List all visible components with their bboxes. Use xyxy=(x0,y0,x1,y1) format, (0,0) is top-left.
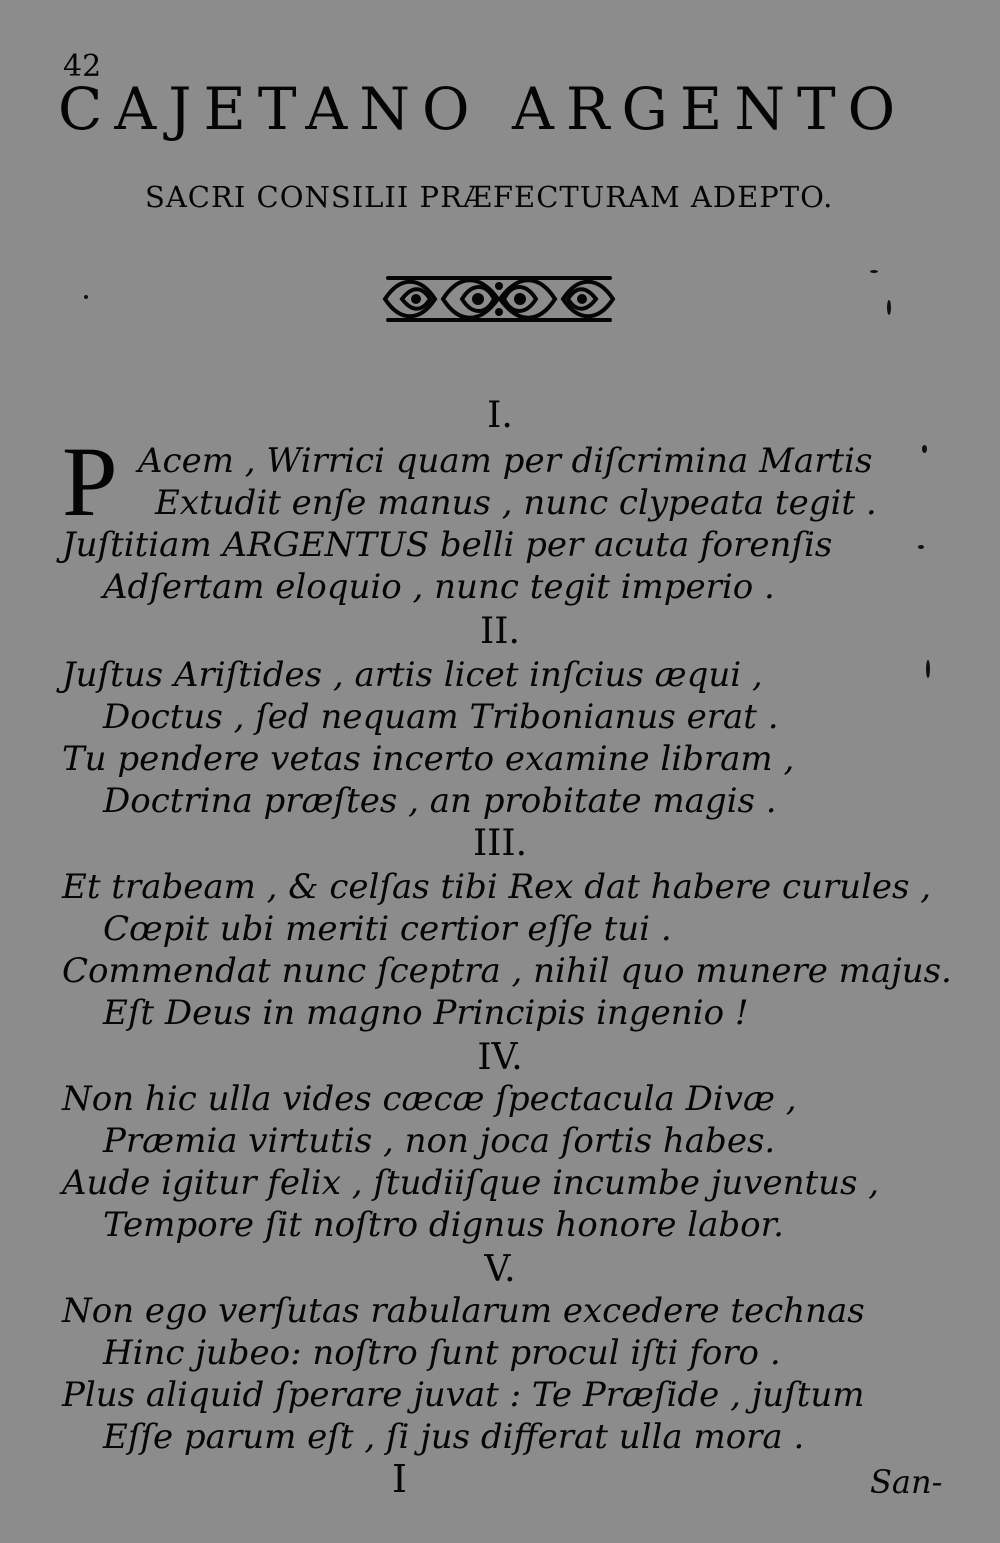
verse-line: Juſtitiam ARGENTUS belli per acuta forenſis xyxy=(62,525,833,565)
scan-speck xyxy=(84,295,88,299)
drop-cap: P xyxy=(62,426,118,537)
verse-line: Cœpit ubi meriti certior eſſe tui . xyxy=(103,909,672,949)
stanza-numeral: III. xyxy=(472,823,528,864)
scan-speck xyxy=(870,270,878,273)
verse-line: Plus aliquid ſperare juvat : Te Præſide , juſtum xyxy=(62,1375,865,1415)
scan-speck xyxy=(922,445,927,453)
verse-line: Hinc jubeo: noſtro ſunt procul iſti foro . xyxy=(103,1333,781,1373)
verse-line: Acem , Wirrici quam per diſcrimina Martis xyxy=(138,441,873,481)
verse-line: Doctrina præſtes , an probitate magis . xyxy=(103,781,777,821)
scan-speck xyxy=(918,545,924,549)
catchword: San- xyxy=(870,1463,943,1501)
verse-line: Adſertam eloquio , nunc tegit imperio . xyxy=(103,567,775,607)
verse-line: Tu pendere vetas incerto examine libram , xyxy=(62,739,795,779)
verse-line: Et trabeam , & celſas tibi Rex dat habere curules , xyxy=(62,867,932,907)
verse-line: Juſtus Ariſtides , artis licet inſcius æqui , xyxy=(62,655,763,695)
verse-line: Commendat nunc ſceptra , nihil quo munere majus. xyxy=(62,951,952,991)
verse-line: Non ego verſutas rabularum excedere technas xyxy=(62,1291,865,1331)
stanza-numeral: IV. xyxy=(477,1037,523,1078)
verse-line: Non hic ulla vides cæcæ ſpectacula Divæ , xyxy=(62,1079,797,1119)
verse-line: Eſt Deus in magno Principis ingenio ! xyxy=(103,993,749,1033)
verse-line: Præmia virtutis , non joca ſortis habes. xyxy=(103,1121,776,1161)
stanza-numeral: II. xyxy=(480,611,520,652)
scan-speck xyxy=(926,660,930,678)
verse-line: Tempore ſit noſtro dignus honore labor. xyxy=(103,1205,784,1245)
verse-line: Aude igitur felix , ſtudiiſque incumbe juventus , xyxy=(62,1163,880,1203)
signature-mark: I xyxy=(392,1457,408,1501)
verse-line: Eſſe parum eſt , ſi jus differat ulla mora . xyxy=(103,1417,805,1457)
verse-line: Doctus , ſed nequam Tribonianus erat . xyxy=(103,697,779,737)
stanza-numeral: I. xyxy=(487,395,513,436)
scan-speck xyxy=(887,300,891,315)
poem-title: CAJETANO ARGENTO xyxy=(58,75,908,143)
stanza-numeral: V. xyxy=(484,1249,516,1290)
verse-line: Extudit enſe manus , nunc clypeata tegit . xyxy=(155,483,877,523)
poem-subtitle: SACRI CONSILII PRÆFECTURAM ADEPTO. xyxy=(145,180,834,214)
printers-ornament-icon xyxy=(380,268,618,330)
page-number: 42 xyxy=(63,49,102,84)
